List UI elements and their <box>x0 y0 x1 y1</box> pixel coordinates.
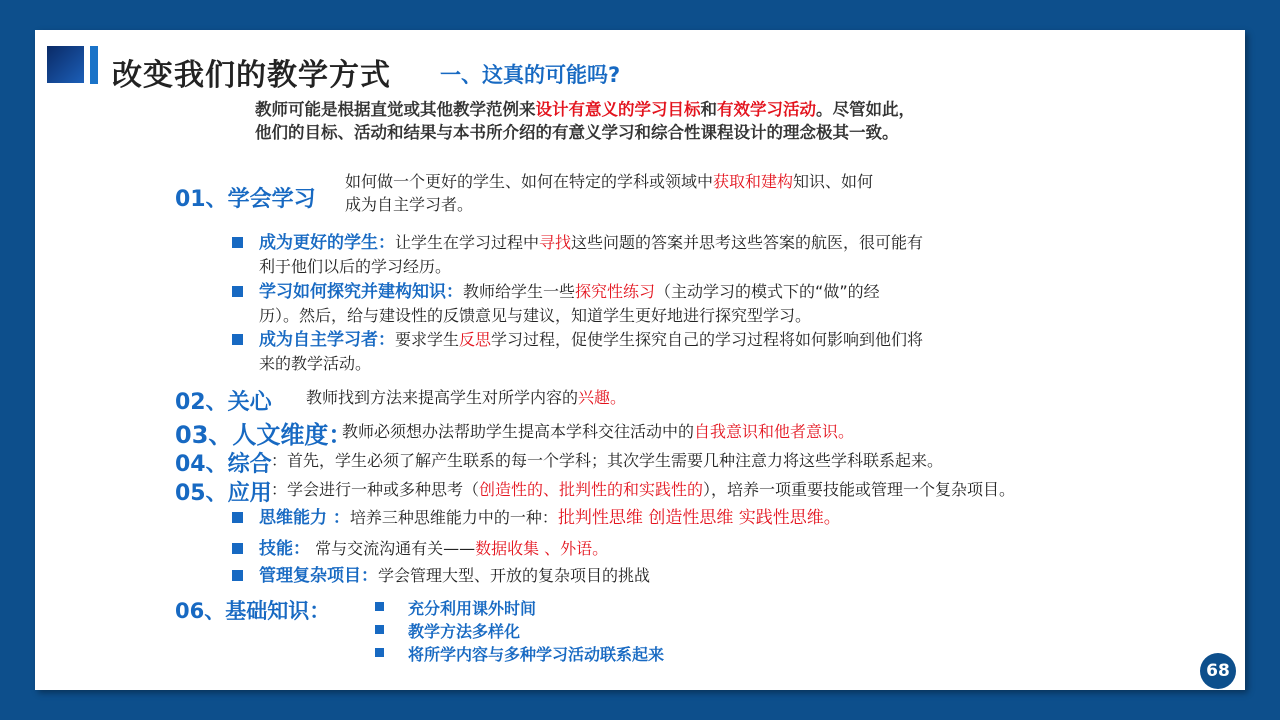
section-02-text: 教师找到方法来提高学生对所学内容的兴趣。 <box>306 388 627 407</box>
bullet-square-icon <box>375 602 384 611</box>
section-01-bullet-3: 成为自主学习者：要求学生反思学习过程，促使学生探究自己的学习过程将如何影响到他们将 来的教学活动。 <box>259 330 924 373</box>
title-decoration-bar <box>90 46 98 84</box>
section-04-heading: 04、综合 <box>175 452 272 477</box>
section-04-text: ：首先，学生必须了解产生联系的每一个学科；其次学生需要几种注意力将这些学科联系起来。 <box>271 451 944 470</box>
section-06-heading: 06、基础知识： <box>175 599 331 623</box>
intro-paragraph: 教师可能是根据直觉或其他教学范例来设计有意义的学习目标和有效学习活动。尽管如此， 他们的目标、活动和结果与本书所介绍的有意义学习和综合性课程设计的理念极其一致。 <box>255 100 915 142</box>
section-01-bullet-1: 成为更好的学生：让学生在学习过程中寻找这些问题的答案并思考这些答案的航医，很可能有 利于他们以后的学习经历。 <box>259 233 924 276</box>
section-03-text: 教师必须想办法帮助学生提高本学科交往活动中的自我意识和他者意识。 <box>342 422 855 441</box>
section-06-item: 教学方法多样化 <box>408 622 521 641</box>
section-03-heading: 03、人文维度： <box>175 421 353 449</box>
page-subtitle: 一、这真的可能吗? <box>440 63 621 87</box>
section-01-heading: 01、学会学习 <box>175 187 316 212</box>
section-05-bullet-2: 技能： 常与交流沟通有关——数据收集 、外语。 <box>259 539 609 559</box>
section-06-item: 充分利用课外时间 <box>408 599 537 618</box>
section-05-bullet-1: 思维能力 ：培养三种思维能力中的一种：批判性思维 创造性思维 实践性思维。 <box>259 508 841 528</box>
bullet-square-icon <box>232 512 243 523</box>
bullet-square-icon <box>375 625 384 634</box>
bullet-square-icon <box>232 334 243 345</box>
bullet-square-icon <box>375 648 384 657</box>
section-01-text: 如何做一个更好的学生、如何在特定的学科或领域中获取和建构知识、如何 成为自主学习者。 <box>345 172 874 214</box>
section-06-item: 将所学内容与多种学习活动联系起来 <box>408 645 665 664</box>
section-01-bullet-2: 学习如何探究并建构知识：教师给学生一些探究性练习（主动学习的模式下的“做”的经 历）。然后，给与建设性的反馈意见与建议，知道学生更好地进行探究型学习。 <box>259 282 880 325</box>
bullet-square-icon <box>232 570 243 581</box>
page-title: 改变我们的教学方式 <box>112 58 391 93</box>
page-number-badge: 68 <box>1200 653 1236 689</box>
section-02-heading: 02、关心 <box>175 390 272 415</box>
title-decoration-square <box>47 46 84 83</box>
bullet-square-icon <box>232 237 243 248</box>
bullet-square-icon <box>232 286 243 297</box>
section-05-heading: 05、应用 <box>175 481 272 506</box>
section-05-text: ：学会进行一种或多种思考（创造性的、批判性的和实践性的），培养一项重要技能或管理一个复杂项目。 <box>271 480 1016 499</box>
bullet-square-icon <box>232 543 243 554</box>
section-05-bullet-3: 管理复杂项目：学会管理大型、开放的复杂项目的挑战 <box>259 566 651 586</box>
